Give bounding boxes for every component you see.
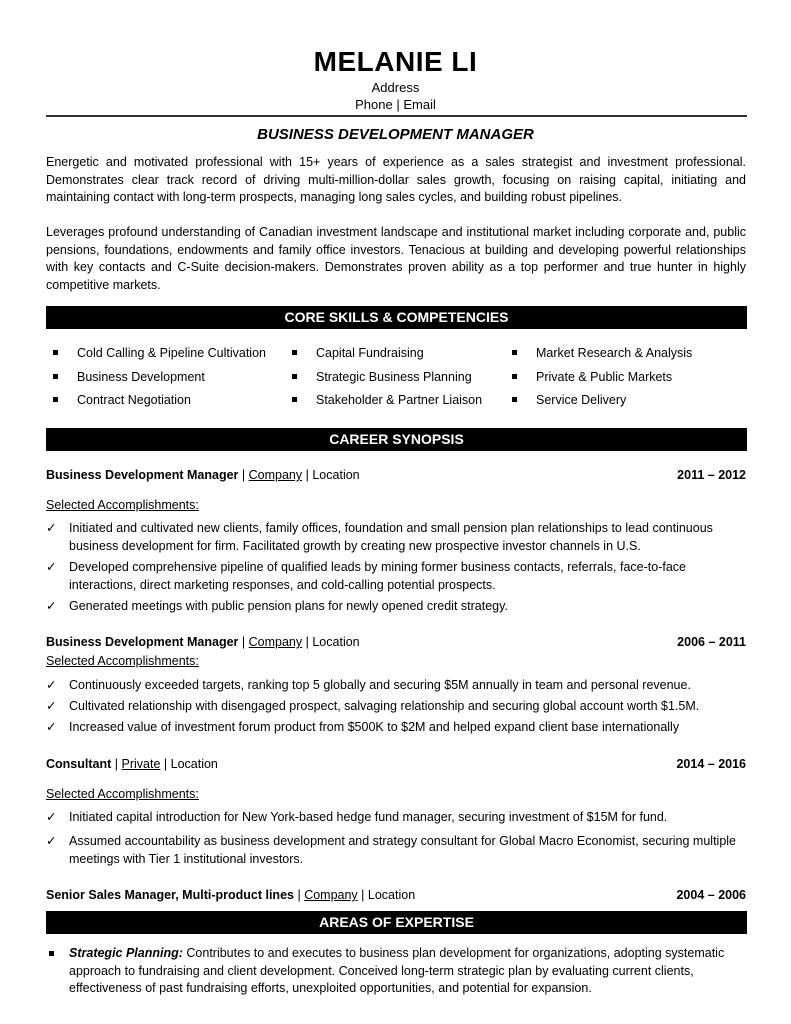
- skill-item: Stakeholder & Partner Liaison: [292, 392, 482, 408]
- square-bullet-icon: [292, 350, 297, 355]
- contact-separator: |: [396, 97, 400, 112]
- square-bullet-icon: [512, 374, 517, 379]
- section-header-career: CAREER SYNOPSIS: [46, 428, 747, 451]
- summary-paragraph: Leverages profound understanding of Canadian investment landscape and institutional market including corporate and, public pensions, foundations, endowments and family office investors. Tenacious at building and developing powerful relationships with key contacts and C-Suite decision-makers. Demonstrates proven ability as a top performer and true hunter in highly competitive markets.: [46, 225, 746, 292]
- checkmark-icon: ✓: [46, 599, 57, 613]
- square-bullet-icon: [49, 951, 54, 956]
- job-location: Location: [367, 888, 416, 902]
- square-bullet-icon: [53, 397, 58, 402]
- company-name: Company: [304, 888, 358, 902]
- accomplishments-label: Selected Accomplishments:: [46, 498, 199, 512]
- skill-item: Market Research & Analysis: [512, 345, 692, 361]
- expertise-label: Strategic Planning:: [69, 946, 183, 960]
- email: Email: [403, 97, 436, 112]
- square-bullet-icon: [512, 350, 517, 355]
- skill-item: Cold Calling & Pipeline Cultivation: [53, 345, 266, 361]
- skill-item: Capital Fundraising: [292, 345, 424, 361]
- header-divider: [46, 115, 747, 117]
- square-bullet-icon: [53, 374, 58, 379]
- checkmark-icon: ✓: [46, 521, 57, 535]
- job-dates: 2011 – 2012: [677, 468, 746, 482]
- checkmark-icon: ✓: [46, 678, 57, 692]
- section-header-skills: CORE SKILLS & COMPETENCIES: [46, 306, 747, 329]
- phone: Phone: [355, 97, 393, 112]
- checkmark-icon: ✓: [46, 560, 57, 574]
- company-name: Private: [121, 757, 161, 771]
- resume-page: MELANIE LI Address Phone | Email BUSINESS DEVELOPMENT MANAGER Energetic and motivated professional with 15+ years of experience as a sales strategist and investment professional. Demonstrates clear track record of driving multi-million-dollar sales growth, focusing on raising capital, initiating and maintaining contact with long-term prospects, managing long sales cycles, and building robust pipelines. Leverages profound understanding of Canadian investment landscape and institutional market including corporate and, public pensions, foundations, endowments and family office investors. Tenacious at building and developing powerful relationships with key contacts and C-Suite decision-makers. Demonstrates proven ability as a top performer and true hunter in highly competitive markets. CORE SKILLS & COMPETENCIES Cold Calling & Pipeline Cultivation Business Development Contract Negotiation Capital Fundraising Strategic Business Planning Stakeholder & Partner Liaison Market Research & Analysis Private & Public Markets Service Delivery CAREER SYNOPSIS Business Development Manager | Company | Location 2011 – 2012 Selected Accomplishments: ✓ Initiated and cultivated new clients, family offices, foundation and small pension plan relationships to lead continuous business development for firm. Facilitated growth by creating new prospective investor channels in U.S. ✓ Developed comprehensive pipeline of qualified leads by mining former business contacts, referrals, face-to-face interactions, direct marketing responses, and cold-calling potential prospects. ✓ Generated meetings with public pension plans for newly opened credit strategy. Business Development Manager | Company | Location 2006 – 2011 Selected Accomplishments: ✓ Continuously exceeded targets, ranking top 5 globally and securing $5M annually in team and personal revenue. ✓ Cultivated relationship with disengaged prospect, salvaging relationship and securing global account worth $1.5M. ✓ Increased value of investment forum product from $500K to $2M and helped expand client base internationally Consultant | Private | Location 2014 – 2016 Selected Accomplishments: ✓ Initiated capital introduction for New York-based hedge fund manager, securing investment of $15M for fund. ✓ Assumed accountability as business development and strategy consultant for Global Macro Economist, securing multiple meetings with Tier 1 institutional investors. Senior Sales Manager, Multi-product lines | Company | Location 2004 – 2006 AREAS OF EXPERTISE Strategic Planning: Contributes to and executes to business plan development for organizations, adopting systematic approach to fundraising and client development. Conceived long-term strategic plan by evaluating current clients, effectiveness of past fundraising efforts, unexploited opportunities, and potential for expansion.: [0, 0, 791, 1024]
- skill-item: Private & Public Markets: [512, 369, 672, 385]
- job-dates: 2006 – 2011: [677, 635, 746, 649]
- candidate-name: MELANIE LI: [313, 46, 478, 77]
- skill-item: Service Delivery: [512, 392, 626, 408]
- job-location: Location: [312, 635, 360, 649]
- checkmark-icon: ✓: [46, 810, 57, 824]
- square-bullet-icon: [292, 374, 297, 379]
- accomplishments-label: Selected Accomplishments:: [46, 654, 199, 668]
- job-title: Consultant: [46, 757, 112, 771]
- square-bullet-icon: [53, 350, 58, 355]
- checkmark-icon: ✓: [46, 699, 57, 713]
- expertise-text: Contributes to and executes to business plan development for organizations, adopting systematic approach to fundraising and client development. Conceived long-term strategic plan by evaluating current clients, effectiveness of past fundraising efforts, unexploited opportunities, and potential for expansion.: [69, 946, 725, 995]
- job-dates: 2014 – 2016: [676, 757, 746, 771]
- contact-line: [0, 97, 791, 112]
- job-header: Senior Sales Manager, Multi-product lines | Company | Location 2004 – 2006: [46, 888, 746, 902]
- job-dates: 2004 – 2006: [676, 888, 746, 902]
- job-title: Business Development Manager: [46, 635, 239, 649]
- skill-item: Strategic Business Planning: [292, 369, 472, 385]
- target-role-title: BUSINESS DEVELOPMENT MANAGER: [257, 126, 534, 143]
- company-name: Company: [248, 468, 303, 482]
- job-header: Business Development Manager | Company | Location 2006 – 2011: [46, 635, 746, 649]
- accomplishments-label: Selected Accomplishments:: [46, 787, 199, 801]
- skill-item: Business Development: [53, 369, 205, 385]
- checkmark-icon: ✓: [46, 834, 57, 848]
- section-header-expertise: AREAS OF EXPERTISE: [46, 911, 747, 934]
- summary-paragraph: Energetic and motivated professional with 15+ years of experience as a sales strategist and investment professional. Demonstrates clear track record of driving multi-million-dollar sales growth, focusing on raising capital, initiating and maintaining contact with long-term prospects, managing long sales cycles, and building robust pipelines.: [46, 155, 746, 204]
- square-bullet-icon: [292, 397, 297, 402]
- skill-item: Contract Negotiation: [53, 392, 191, 408]
- square-bullet-icon: [512, 397, 517, 402]
- job-header: Business Development Manager | Company | Location 2011 – 2012: [46, 468, 746, 482]
- company-name: Company: [248, 635, 303, 649]
- job-header: Consultant | Private | Location 2014 – 2016: [46, 757, 746, 771]
- job-location: Location: [170, 757, 218, 771]
- job-location: Location: [312, 468, 360, 482]
- checkmark-icon: ✓: [46, 720, 57, 734]
- address: Address: [371, 80, 420, 95]
- job-title: Business Development Manager: [46, 468, 239, 482]
- job-title: Senior Sales Manager, Multi-product lines: [46, 888, 294, 902]
